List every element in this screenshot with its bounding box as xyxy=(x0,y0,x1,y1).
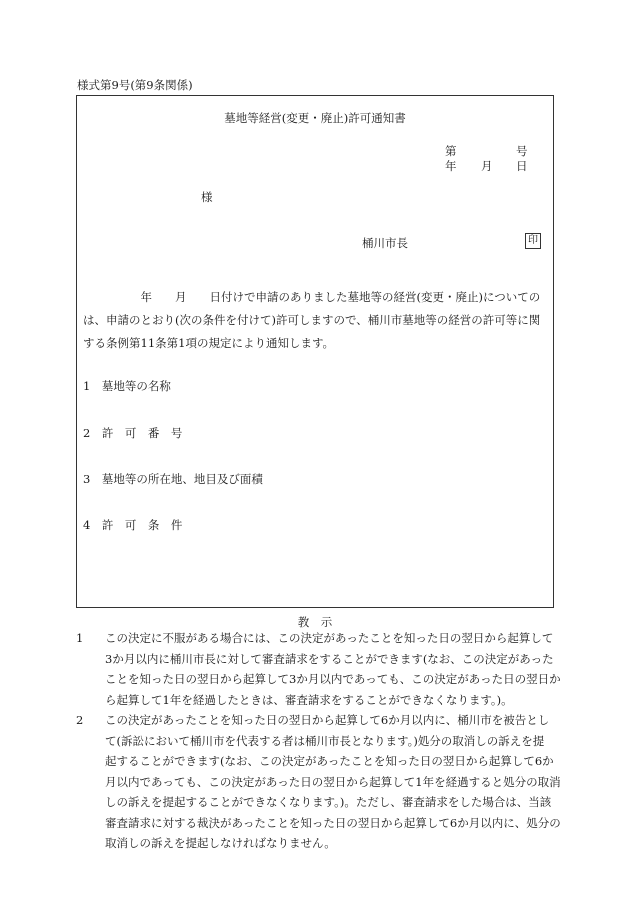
notice-number: 2 xyxy=(76,713,84,727)
seal-mark: 印 xyxy=(525,233,541,249)
item-location: 3 墓地等の所在地、地目及び面積 xyxy=(83,472,263,486)
notice-line: 3か月以内に桶川市長に対して審査請求をすることができます(なお、この決定があった xyxy=(105,651,554,666)
date-year: 年 xyxy=(445,159,457,173)
notice-item-2 xyxy=(76,710,561,854)
notice-line: 審査請求に対する裁決があったことを知った日の翌日から起算して6か月以内に、処分の xyxy=(105,815,561,830)
date-month: 月 xyxy=(481,159,493,173)
body-paragraph xyxy=(83,286,553,355)
body-line: する条例第11条第1項の規定により通知します。 xyxy=(83,336,335,350)
notice-line: 取消しの訴えを提起しなければなりません。 xyxy=(105,836,336,850)
notice-line: しの訴えを提起することができなくなります。)。ただし、審査請求をした場合は、当該 xyxy=(105,795,552,809)
notice-number: 1 xyxy=(76,631,84,645)
notice-line: 起することができます(なお、この決定があったことを知った日の翌日から起算して6か xyxy=(105,754,554,768)
number-suffix: 号 xyxy=(516,144,528,158)
issuer-name: 桶川市長 xyxy=(362,236,408,250)
notice-line: ら起算して1年を経過したときは、審査請求をすることができなくなります。)。 xyxy=(105,692,513,707)
notice-line: 月以内であっても、この決定があった日の翌日から起算して1年を経過すると処分の取消 xyxy=(105,774,561,789)
notice-line: この決定があったことを知った日の翌日から起算して6か月以内に、桶川市を被告とし xyxy=(105,713,550,727)
item-permit-number: 2 許 可 番 号 xyxy=(83,426,183,440)
number-prefix: 第 xyxy=(445,144,457,158)
document-title: 墓地等経営(変更・廃止)許可通知書 xyxy=(224,111,406,125)
body-line: 年 月 日付けで申請のありました墓地等の経営(変更・廃止)についての xyxy=(83,290,541,304)
addressee-suffix: 様 xyxy=(201,190,213,204)
item-facility-name: 1 墓地等の名称 xyxy=(83,379,171,393)
notice-item-1 xyxy=(76,628,561,710)
notice-line: ことを知った日の翌日から起算して3か月以内であっても、この決定があった日の翌日か xyxy=(105,672,561,686)
date-day: 日 xyxy=(516,159,528,173)
notice-line: この決定に不服がある場合には、この決定があったことを知った日の翌日から起算して xyxy=(105,631,554,645)
body-line: は、申請のとおり(次の条件を付けて)許可しますので、桶川市墓地等の経営の許可等に関 xyxy=(83,313,541,327)
item-conditions: 4 許 可 条 件 xyxy=(83,518,183,532)
notice-title: 教 示 xyxy=(297,615,333,629)
notice-line: て(訴訟において桶川市を代表する者は桶川市長となります。)処分の取消しの訴えを提 xyxy=(105,733,545,748)
form-label: 様式第9号(第9条関係) xyxy=(77,78,193,92)
